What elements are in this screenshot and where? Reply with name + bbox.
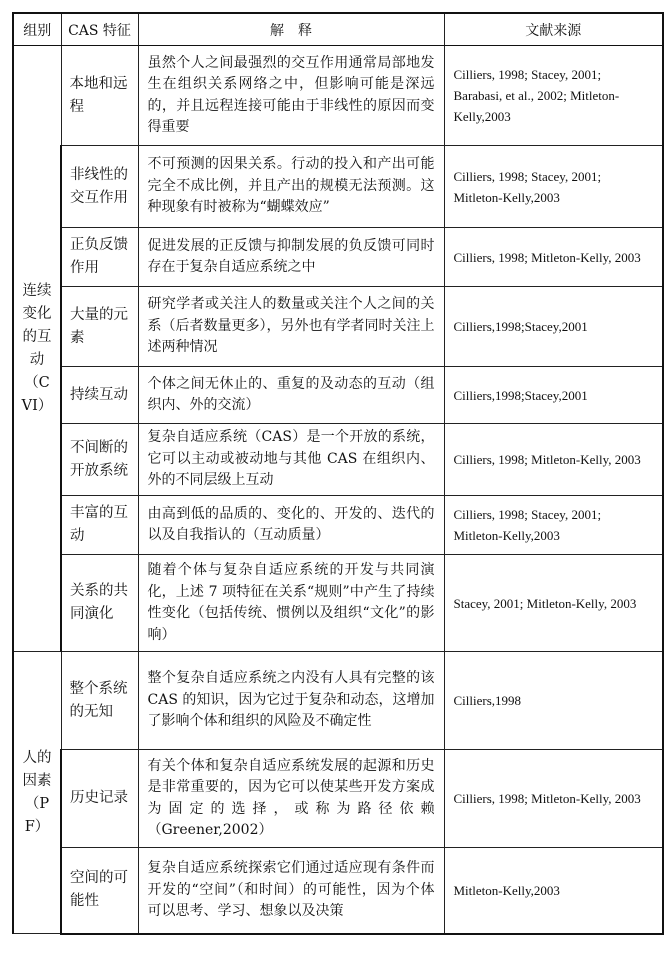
table-row: [13, 228, 663, 287]
feature-cell: 本地和远程: [61, 46, 138, 146]
table-row: [13, 848, 663, 934]
references-cell: Cilliers, 1998; Stacey, 2001; Mitleton-Kelly,2003: [444, 146, 663, 228]
references-cell: Cilliers,1998;Stacey,2001: [444, 367, 663, 424]
references-cell: Cilliers, 1998; Mitleton-Kelly, 2003: [444, 750, 663, 848]
explanation-cell: 复杂自适应系统（CAS）是一个开放的系统，它可以主动或被动地与其他 CAS 在组织内、外的不同层级上互动: [138, 424, 444, 496]
table-row: [13, 287, 663, 367]
group-label: 人的因素（PF）: [22, 749, 52, 835]
explanation-cell: 不可预测的因果关系。行动的投入和产出可能完全不成比例，并且产出的规模无法预测。这种现象有时被称为“蝴蝶效应”: [138, 146, 444, 228]
references-cell: Cilliers,1998;Stacey,2001: [444, 287, 663, 367]
header-group: 组别: [13, 13, 61, 46]
group-label: 连续变化的互动（CVI）: [21, 282, 53, 414]
table-row: [13, 496, 663, 555]
group-cell-pf: [13, 652, 61, 934]
header-row: [13, 13, 663, 46]
explanation-cell: 整个复杂自适应系统之内没有人具有完整的该 CAS 的知识，因为它过于复杂和动态，这增加了影响个体和组织的风险及不确定性: [138, 652, 444, 750]
references-cell: Cilliers, 1998; Stacey, 2001; Mitleton-Kelly,2003: [444, 496, 663, 555]
feature-cell: 整个系统的无知: [61, 652, 138, 750]
feature-cell: 不间断的开放系统: [61, 424, 138, 496]
references-cell: Mitleton-Kelly,2003: [444, 848, 663, 934]
references-cell: Cilliers,1998: [444, 652, 663, 750]
explanation-cell: 虽然个人之间最强烈的交互作用通常局部地发生在组织关系网络之中，但影响可能是深远的，并且远程连接可能由于非线性的原因而变得重要: [138, 46, 444, 146]
explanation-cell: 复杂自适应系统探索它们通过适应现有条件而开发的“空间”（和时间）的可能性，因为个体可以思考、学习、想象以及决策: [138, 848, 444, 934]
feature-cell: 正负反馈作用: [61, 228, 138, 287]
references-cell: Cilliers, 1998; Stacey, 2001; Barabasi, et al., 2002; Mitleton-Kelly,2003: [444, 46, 663, 146]
table-row: [13, 46, 663, 146]
header-explanation: 解 释: [138, 13, 444, 46]
header-references: 文献来源: [444, 13, 663, 46]
references-cell: Cilliers, 1998; Mitleton-Kelly, 2003: [444, 228, 663, 287]
feature-cell: 持续互动: [61, 367, 138, 424]
table-row: [13, 750, 663, 848]
references-cell: Stacey, 2001; Mitleton-Kelly, 2003: [444, 555, 663, 652]
table-row: [13, 146, 663, 228]
feature-cell: 历史记录: [61, 750, 138, 848]
explanation-cell: 由高到低的品质的、变化的、开发的、迭代的以及自我指认的（互动质量）: [138, 496, 444, 555]
cas-features-table: [12, 12, 664, 935]
feature-cell: 空间的可能性: [61, 848, 138, 934]
explanation-cell: 个体之间无休止的、重复的及动态的互动（组织内、外的交流）: [138, 367, 444, 424]
feature-cell: 大量的元素: [61, 287, 138, 367]
feature-cell: 丰富的互动: [61, 496, 138, 555]
references-cell: Cilliers, 1998; Mitleton-Kelly, 2003: [444, 424, 663, 496]
header-feature: CAS 特征: [61, 13, 138, 46]
explanation-cell: 随着个体与复杂自适应系统的开发与共同演化，上述 7 项特征在关系“规则”中产生了持续性变化（包括传统、惯例以及组织“文化”的影响）: [138, 555, 444, 652]
table-row: [13, 367, 663, 424]
explanation-cell: 研究学者或关注人的数量或关注个人之间的关系（后者数量更多），另外也有学者同时关注上述两种情况: [138, 287, 444, 367]
feature-cell: 非线性的交互作用: [61, 146, 138, 228]
table-row: [13, 652, 663, 750]
feature-cell: 关系的共同演化: [61, 555, 138, 652]
explanation-cell: 促进发展的正反馈与抑制发展的负反馈可同时存在于复杂自适应系统之中: [138, 228, 444, 287]
table-row: [13, 424, 663, 496]
group-cell-cvi: [13, 46, 61, 652]
table-row: [13, 555, 663, 652]
explanation-cell: 有关个体和复杂自适应系统发展的起源和历史是非常重要的，因为它可以使某些开发方案成为固定的选择，或称为路径依赖（Greener,2002）: [138, 750, 444, 848]
